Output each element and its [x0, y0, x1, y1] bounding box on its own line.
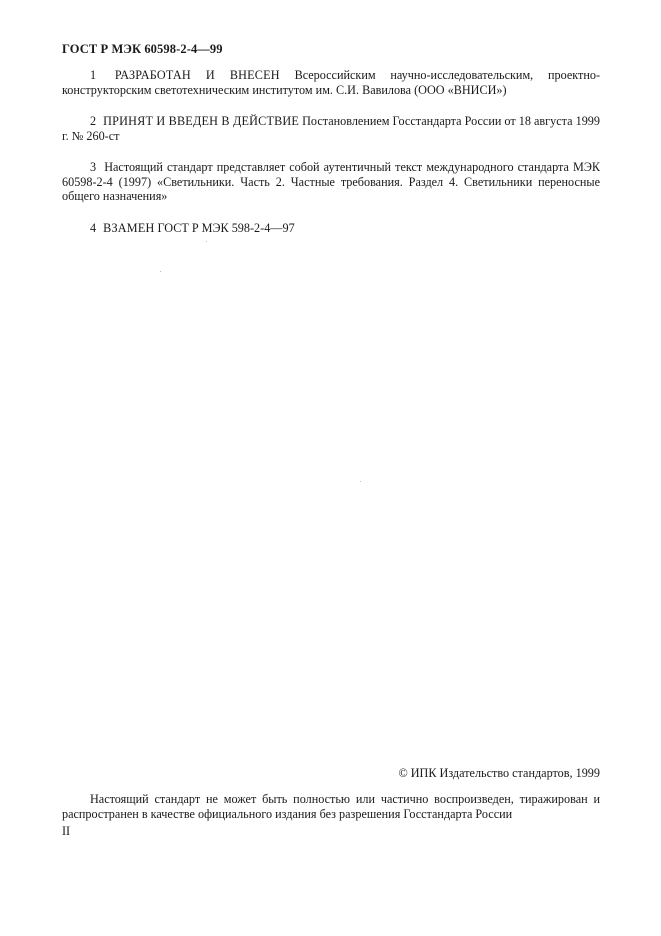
item-text: Всероссийским научно-исследовательским, проектно-конструкторским светотехническим институтом им. С.И. Вавилова (ООО «ВНИСИ»): [62, 68, 601, 97]
page-number: II: [62, 824, 71, 838]
scan-speck: [160, 271, 161, 272]
item-number: 2: [90, 114, 97, 128]
item-text: Настоящий стандарт представляет собой аутентичный текст международного стандарта МЭК 60598-2-4 (1997) «Светильники. Часть 2. Частные требования. Раздел 4. Светильники переносные общего назначения»: [62, 160, 601, 203]
document-header: ГОСТ Р МЭК 60598-2-4—99: [62, 42, 223, 56]
item-number: 1: [90, 68, 97, 82]
item-adopted: [62, 114, 600, 143]
copyright-notice: © ИПК Издательство стандартов, 1999: [398, 766, 600, 780]
item-authentic-text: [62, 160, 600, 204]
scan-speck: [206, 241, 207, 242]
item-heading: ПРИНЯТ И ВВЕДЕН В ДЕЙСТВИЕ: [103, 114, 300, 128]
item-text: Постановлением Госстандарта России от 18 августа 1999 г. № 260-ст: [62, 114, 600, 143]
item-number: 4: [90, 220, 97, 235]
item-heading: РАЗРАБОТАН И ВНЕСЕН: [114, 68, 280, 82]
item-developed: [62, 68, 600, 97]
front-matter-items: [62, 68, 600, 252]
item-number: 3: [90, 160, 97, 174]
reproduction-disclaimer: Настоящий стандарт не может быть полностью или частично воспроизведен, тиражирован и распространен в качестве официального издания без разрешения Госстандарта России: [62, 792, 600, 821]
item-replaces: [62, 221, 600, 236]
scan-speck: [360, 481, 361, 482]
item-heading: ВЗАМЕН: [103, 220, 155, 235]
item-text: ГОСТ Р МЭК 598-2-4—97: [157, 220, 295, 235]
